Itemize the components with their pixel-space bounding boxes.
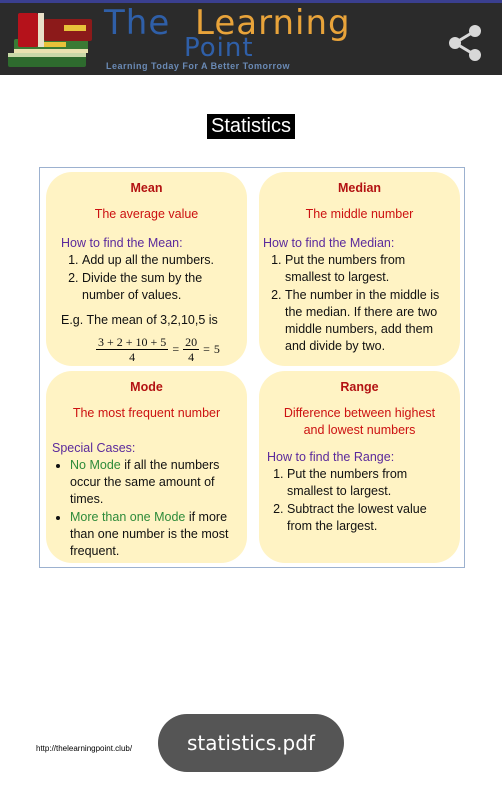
median-card [259, 172, 460, 366]
formula-result: 5 [213, 342, 220, 356]
range-steps [259, 466, 460, 535]
median-heading: Median [337, 181, 382, 195]
mode-case-text: if all the numbers occur the same amount of times. [70, 458, 220, 506]
page-title: Statistics [207, 114, 295, 139]
logo-text-learning: Learning [195, 3, 351, 43]
share-icon[interactable] [445, 23, 485, 63]
fraction-total [183, 335, 199, 364]
logo-text-the: The [104, 3, 171, 43]
fraction-numerator: 20 [185, 335, 198, 349]
statistics-poster [39, 167, 465, 568]
median-how-label: How to find the Median: [263, 236, 395, 250]
mean-example: E.g. The mean of 3,2,10,5 is [61, 313, 218, 327]
mode-case-term: More than one Mode [70, 510, 186, 524]
books-logo-icon [4, 9, 100, 73]
median-subtitle: The middle number [305, 207, 414, 221]
list-item: 1. Put the numbers from smallest to largest. [287, 466, 448, 500]
download-toast: statistics.pdf [158, 714, 344, 772]
list-item: 1. Add up all the numbers. [82, 252, 235, 269]
mode-subtitle: The most frequent number [72, 406, 221, 420]
mode-case-text: if more than one number is the most frequent. [70, 510, 229, 558]
list-item: 2. Divide the sum by the number of values. [82, 270, 235, 304]
range-heading: Range [340, 380, 379, 394]
logo-text-point: Point [184, 33, 254, 63]
mode-heading: Mode [130, 380, 163, 394]
fraction-denominator: 4 [129, 350, 136, 364]
list-item [70, 457, 235, 508]
mean-heading: Mean [130, 181, 163, 195]
mode-card [46, 371, 247, 563]
fraction-numerator: 3 + 2 + 10 + 5 [98, 335, 167, 349]
range-how-label: How to find the Range: [267, 450, 395, 464]
list-item: 1. Put the numbers from smallest to largest. [285, 252, 448, 286]
mode-special-label: Special Cases: [52, 441, 136, 455]
fraction-denominator: 4 [188, 350, 195, 364]
range-card [259, 371, 460, 563]
logo-tagline: Learning Today For A Better Tomorrow [106, 61, 291, 71]
equals-sign: = [172, 342, 180, 356]
fraction-sum [96, 335, 168, 364]
range-subtitle: Difference between highest and lowest numbers [283, 406, 436, 437]
list-item [70, 509, 235, 560]
mean-steps [46, 252, 247, 304]
equals-sign: = [203, 342, 210, 356]
mean-how-label: How to find the Mean: [61, 236, 183, 250]
footer-url: http://thelearningpoint.club/ [36, 744, 133, 753]
median-steps [259, 252, 460, 355]
list-item: 2. The number in the middle is the median. If there are two middle numbers, add them and divide by two. [285, 287, 448, 355]
mean-formula [96, 335, 247, 364]
mode-cases [46, 457, 247, 560]
mean-card [46, 172, 247, 366]
list-item: 2. Subtract the lowest value from the largest. [287, 501, 448, 535]
app-header [0, 0, 502, 75]
mean-subtitle: The average value [94, 207, 199, 221]
mode-case-term: No Mode [70, 458, 121, 472]
